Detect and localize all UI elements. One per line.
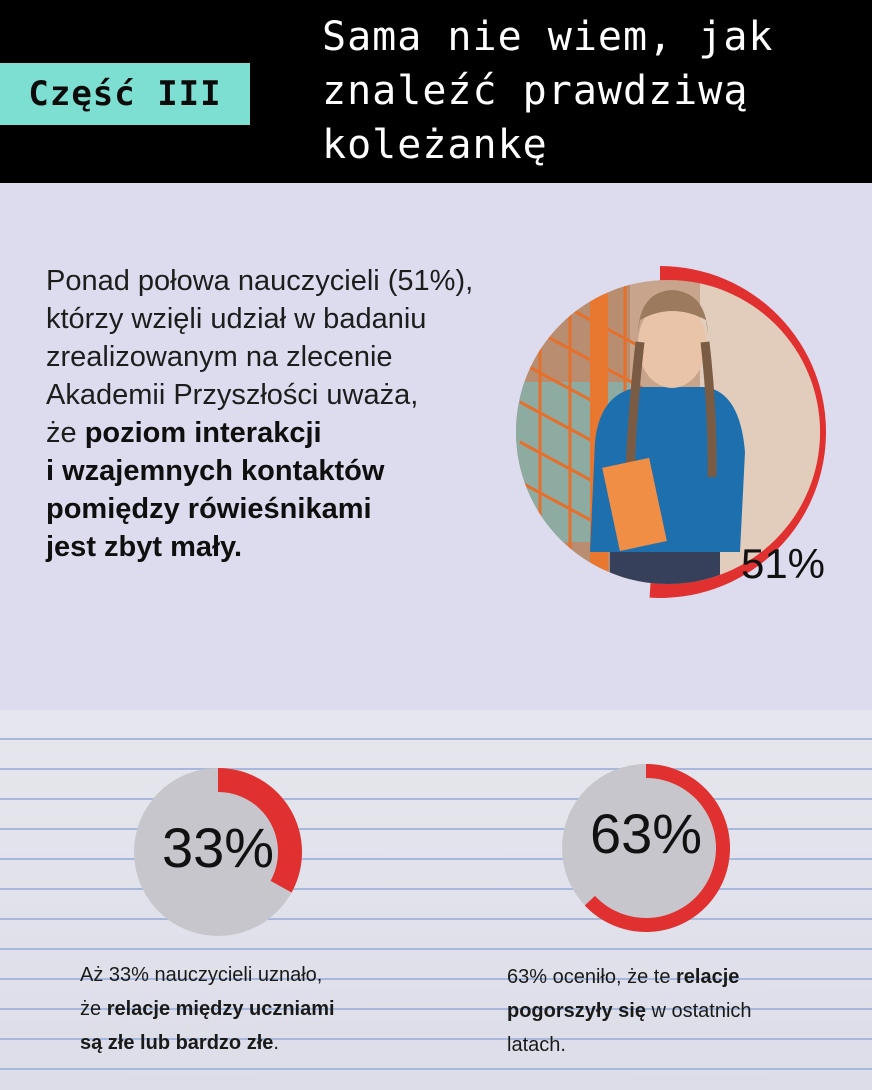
caption-line: latach. (507, 1034, 566, 1056)
title-line: koleżankę (322, 122, 548, 168)
part-badge: Część III (0, 63, 250, 125)
caption-line (80, 1026, 420, 1060)
percent-63-label: 63% (589, 802, 703, 865)
text-line: Ponad połowa nauczycieli (51%), (46, 265, 474, 297)
text-line (46, 452, 546, 490)
text-line: Akademii Przyszłości uważa, (46, 379, 419, 411)
text-emphasis: pogorszyły się (507, 1000, 646, 1022)
text-emphasis: relacje między uczniami (106, 998, 335, 1020)
main-stat-text (46, 262, 546, 566)
caption-line: Aż 33% nauczycieli uznało, (80, 964, 323, 986)
text-line (46, 490, 546, 528)
text-emphasis: pomiędzy rówieśnikami (46, 493, 372, 525)
text-emphasis: poziom interakcji (84, 417, 322, 449)
caption-33 (80, 958, 420, 1060)
text-line: zrealizowanym na zlecenie (46, 341, 393, 373)
text-fragment: 63% oceniło, że te (507, 966, 676, 988)
text-emphasis: są złe lub bardzo złe (80, 1032, 274, 1054)
caption-line (507, 994, 847, 1028)
title-line: znaleźć prawdziwą (322, 68, 749, 114)
text-fragment: . (273, 1032, 279, 1054)
text-fragment: że (80, 998, 107, 1020)
caption-line (507, 960, 847, 994)
header-bar (0, 0, 872, 183)
text-emphasis: relacje (676, 966, 740, 988)
percent-33-label: 33% (161, 816, 275, 879)
text-fragment: że (46, 417, 85, 449)
text-fragment: w ostatnich (645, 1000, 752, 1022)
text-emphasis: i wzajemnych kontaktów (46, 455, 385, 487)
page-title (322, 10, 862, 172)
text-line: którzy wzięli udział w badaniu (46, 303, 427, 335)
title-line: Sama nie wiem, jak (322, 14, 774, 60)
caption-63 (507, 960, 847, 1062)
donut-chart-51 (500, 262, 840, 607)
text-line (46, 414, 546, 452)
caption-line (80, 992, 420, 1026)
donut-percent-label: 51% (740, 540, 826, 587)
text-emphasis: jest zbyt mały. (46, 531, 243, 563)
text-line (46, 528, 546, 566)
